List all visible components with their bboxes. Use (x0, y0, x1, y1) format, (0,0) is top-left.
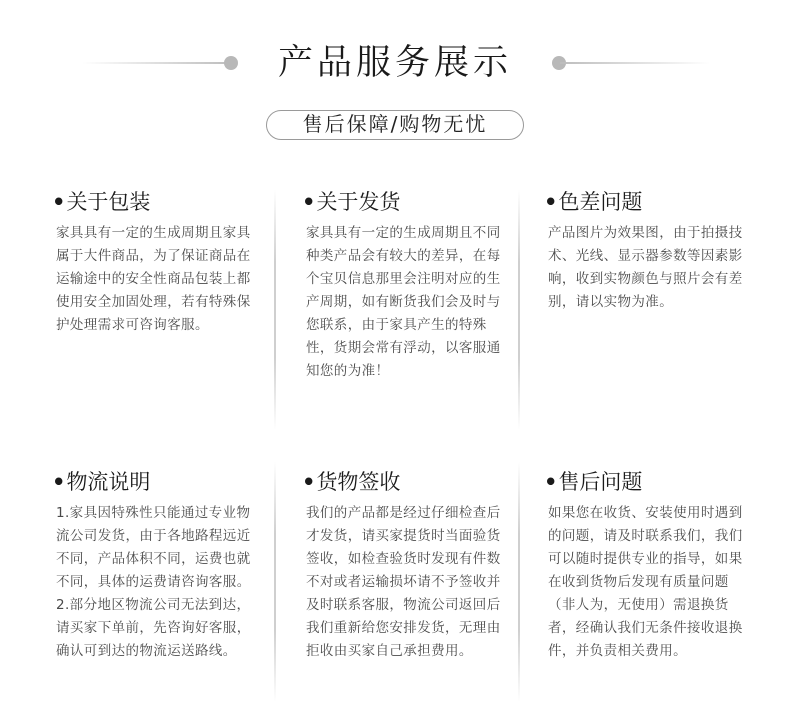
card-color-difference (544, 188, 748, 314)
card-body (548, 502, 748, 663)
card-paragraph: 我们的产品都是经过仔细检查后才发货，请买家提货时当面验货签收，如检查验货时发现有件数不对或者运输损坏请不予签收并及时联系客服，物流公司返回后我们重新给您安排发货，无理由拒收由买家自己承担费用。 (306, 505, 501, 659)
bullet-icon: • (544, 470, 558, 494)
card-title-text: 关于发货 (316, 190, 401, 214)
column-divider (274, 462, 276, 702)
card-title (544, 188, 748, 216)
card-body (306, 222, 511, 383)
card-paragraph: 家具具有一定的生成周期且家具属于大件商品，为了保证商品在运输途中的安全性商品包装上都使用安全加固处理，若有特殊保护处理需求可咨询客服。 (56, 225, 251, 333)
column-divider (518, 190, 520, 430)
card-body (306, 502, 511, 663)
header-line-right (560, 62, 710, 64)
page-title: 产品服务展示 (277, 43, 512, 83)
card-packaging (52, 188, 261, 337)
bullet-icon: • (52, 190, 66, 214)
card-shipping (302, 188, 511, 383)
card-title-text: 色差问题 (558, 190, 643, 214)
card-title-text: 货物签收 (316, 470, 401, 494)
card-title (52, 468, 261, 496)
card-paragraph: 如果您在收货、安装使用时遇到的问题，请及时联系我们，我们可以随时提供专业的指导，如果在收到货物后发现有质量问题（非人为，无使用）需退换货者，经确认我们无条件接收退换件，并负责相关费用。 (548, 505, 743, 659)
subtitle-pill: 售后保障/购物无忧 (266, 110, 524, 140)
card-title (302, 188, 511, 216)
card-title (544, 468, 748, 496)
card-title (52, 188, 261, 216)
card-paragraph: 1.家具因特殊性只能通过专业物流公司发货，由于各地路程远近不同，产品体积不同，运费也就不同，具体的运费请咨询客服。 (56, 505, 251, 590)
card-title-text: 物流说明 (66, 470, 151, 494)
bullet-icon: • (302, 470, 316, 494)
card-title-text: 关于包装 (66, 190, 151, 214)
card-receipt (302, 468, 511, 663)
column-divider (518, 462, 520, 702)
card-body (548, 222, 748, 314)
card-paragraph: 2.部分地区物流公司无法到达，请买家下单前，先咨询好客服，确认可到达的物流运送路线。 (56, 597, 251, 659)
card-paragraph: 产品图片为效果图，由于拍摄技术、光线、显示器参数等因素影响，收到实物颜色与照片会有差别，请以实物为准。 (548, 225, 743, 310)
card-body (56, 222, 261, 337)
card-logistics (52, 468, 261, 663)
card-title-text: 售后问题 (558, 470, 643, 494)
card-title (302, 468, 511, 496)
column-divider (274, 190, 276, 430)
card-after-sales (544, 468, 748, 663)
bullet-icon: • (302, 190, 316, 214)
bullet-icon: • (52, 470, 66, 494)
card-body (56, 502, 261, 663)
bullet-icon: • (544, 190, 558, 214)
card-paragraph: 家具具有一定的生成周期且不同种类产品会有较大的差异，在每个宝贝信息那里会注明对应的生产周期，如有断货我们会及时与您联系，由于家具产生的特殊性，货期会常有浮动，以客服通知您的为准！ (306, 225, 501, 379)
